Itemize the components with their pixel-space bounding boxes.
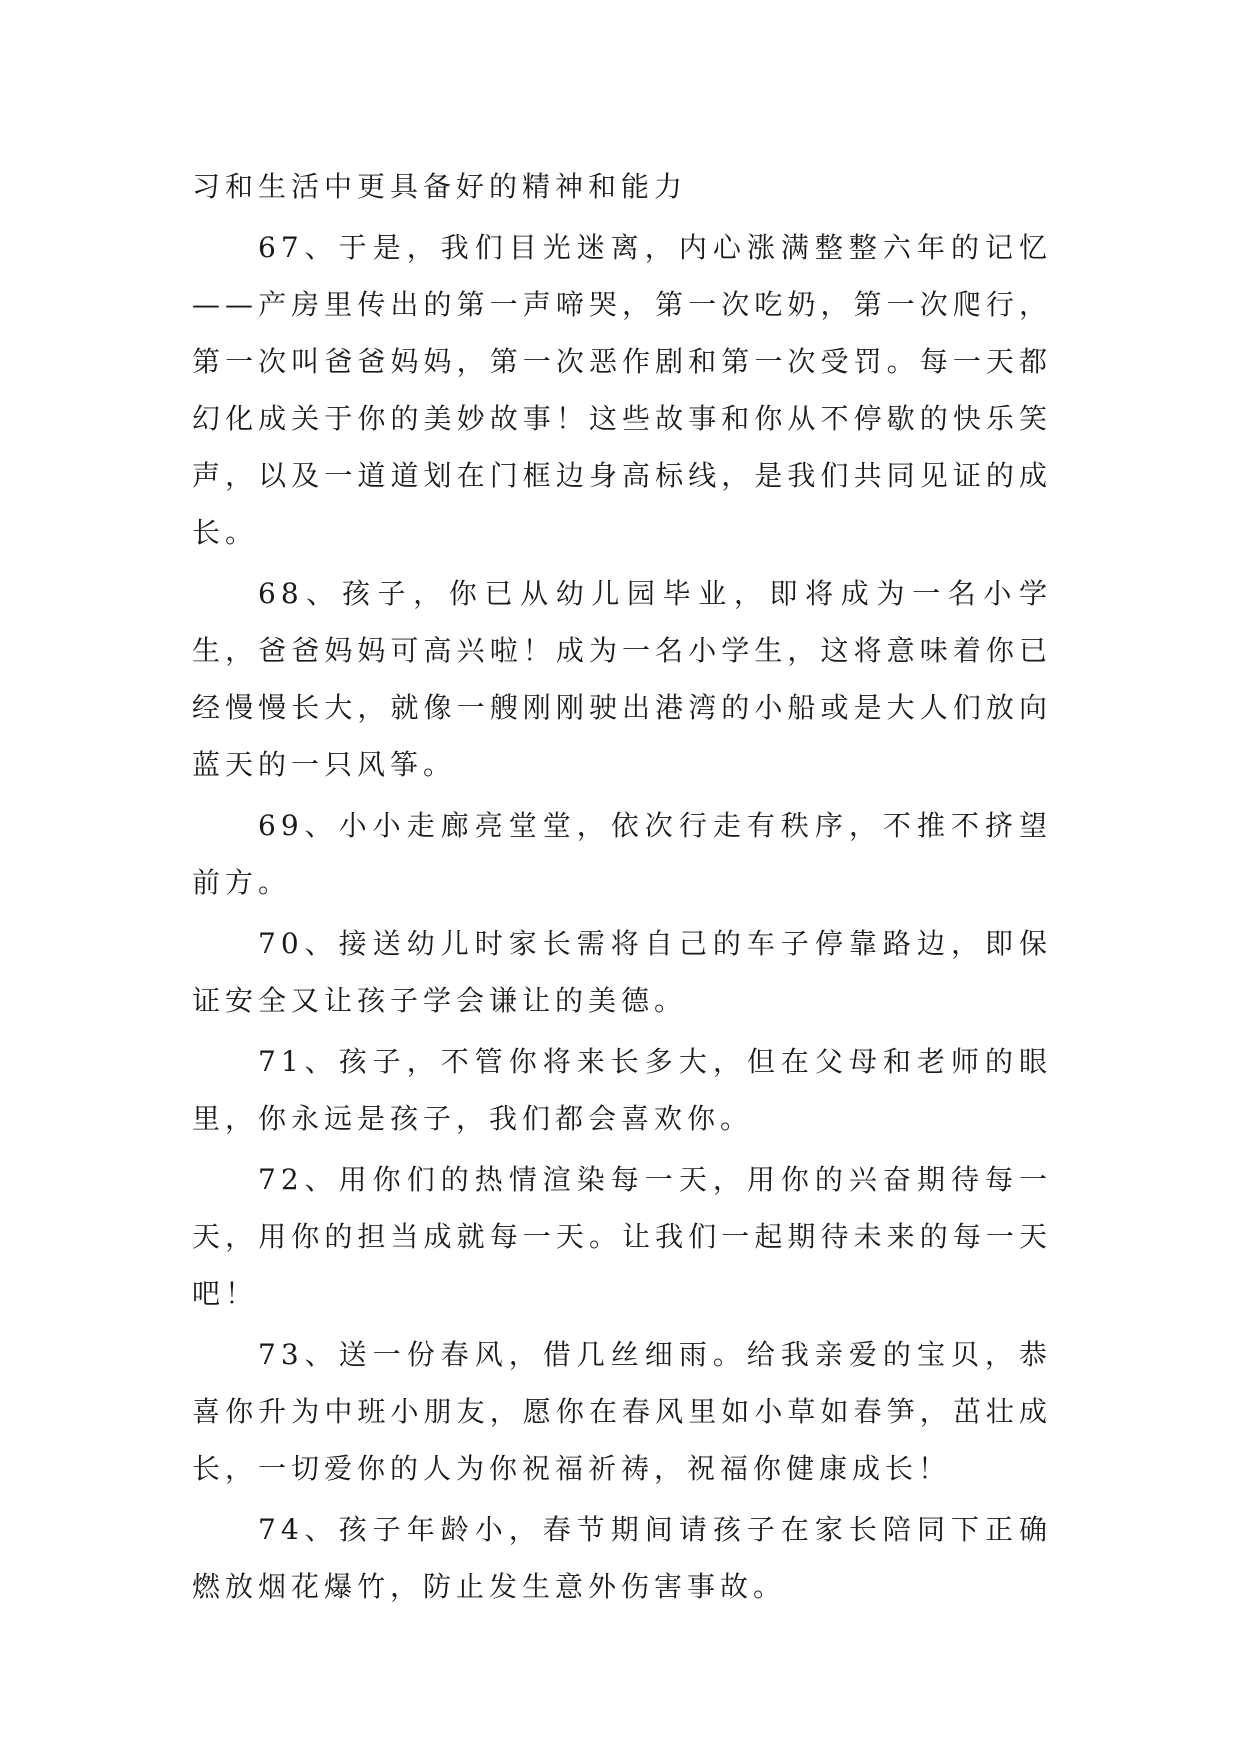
paragraph-73: 73、送一份春风，借几丝细雨。给我亲爱的宝贝，恭喜你升为中班小朋友，愿你在春风里如小草如春笋，茁壮成长，一切爱你的人为你祝福祈祷，祝福你健康成长！ bbox=[192, 1338, 1052, 1485]
document-body bbox=[192, 158, 1052, 1619]
paragraph-67: 67、于是，我们目光迷离，内心涨满整整六年的记忆——产房里传出的第一声啼哭，第一次吃奶，第一次爬行，第一次叫爸爸妈妈，第一次恶作剧和第一次受罚。每一天都幻化成关于你的美妙故事！这些故事和你从不停歇的快乐笑声，以及一道道划在门框边身高标线，是我们共同见证的成长。 bbox=[192, 231, 1052, 549]
paragraph-71: 71、孩子，不管你将来长多大，但在父母和老师的眼里，你永远是孩子，我们都会喜欢你。 bbox=[192, 1045, 1052, 1135]
paragraph-70: 70、接送幼儿时家长需将自己的车子停靠路边，即保证安全又让孩子学会谦让的美德。 bbox=[192, 927, 1052, 1017]
paragraph-68: 68、孩子，你已从幼儿园毕业，即将成为一名小学生，爸爸妈妈可高兴啦！成为一名小学生，这将意味着你已经慢慢长大，就像一艘刚刚驶出港湾的小船或是大人们放向蓝天的一只风筝。 bbox=[192, 577, 1052, 781]
paragraph-72: 72、用你们的热情渲染每一天，用你的兴奋期待每一天，用你的担当成就每一天。让我们一起期待未来的每一天吧！ bbox=[192, 1163, 1052, 1310]
paragraph-74: 74、孩子年龄小，春节期间请孩子在家长陪同下正确燃放烟花爆竹，防止发生意外伤害事故。 bbox=[192, 1513, 1052, 1603]
paragraph-69: 69、小小走廊亮堂堂，依次行走有秩序，不推不挤望前方。 bbox=[192, 809, 1052, 899]
paragraph-continuation: 习和生活中更具备好的精神和能力 bbox=[192, 170, 688, 203]
